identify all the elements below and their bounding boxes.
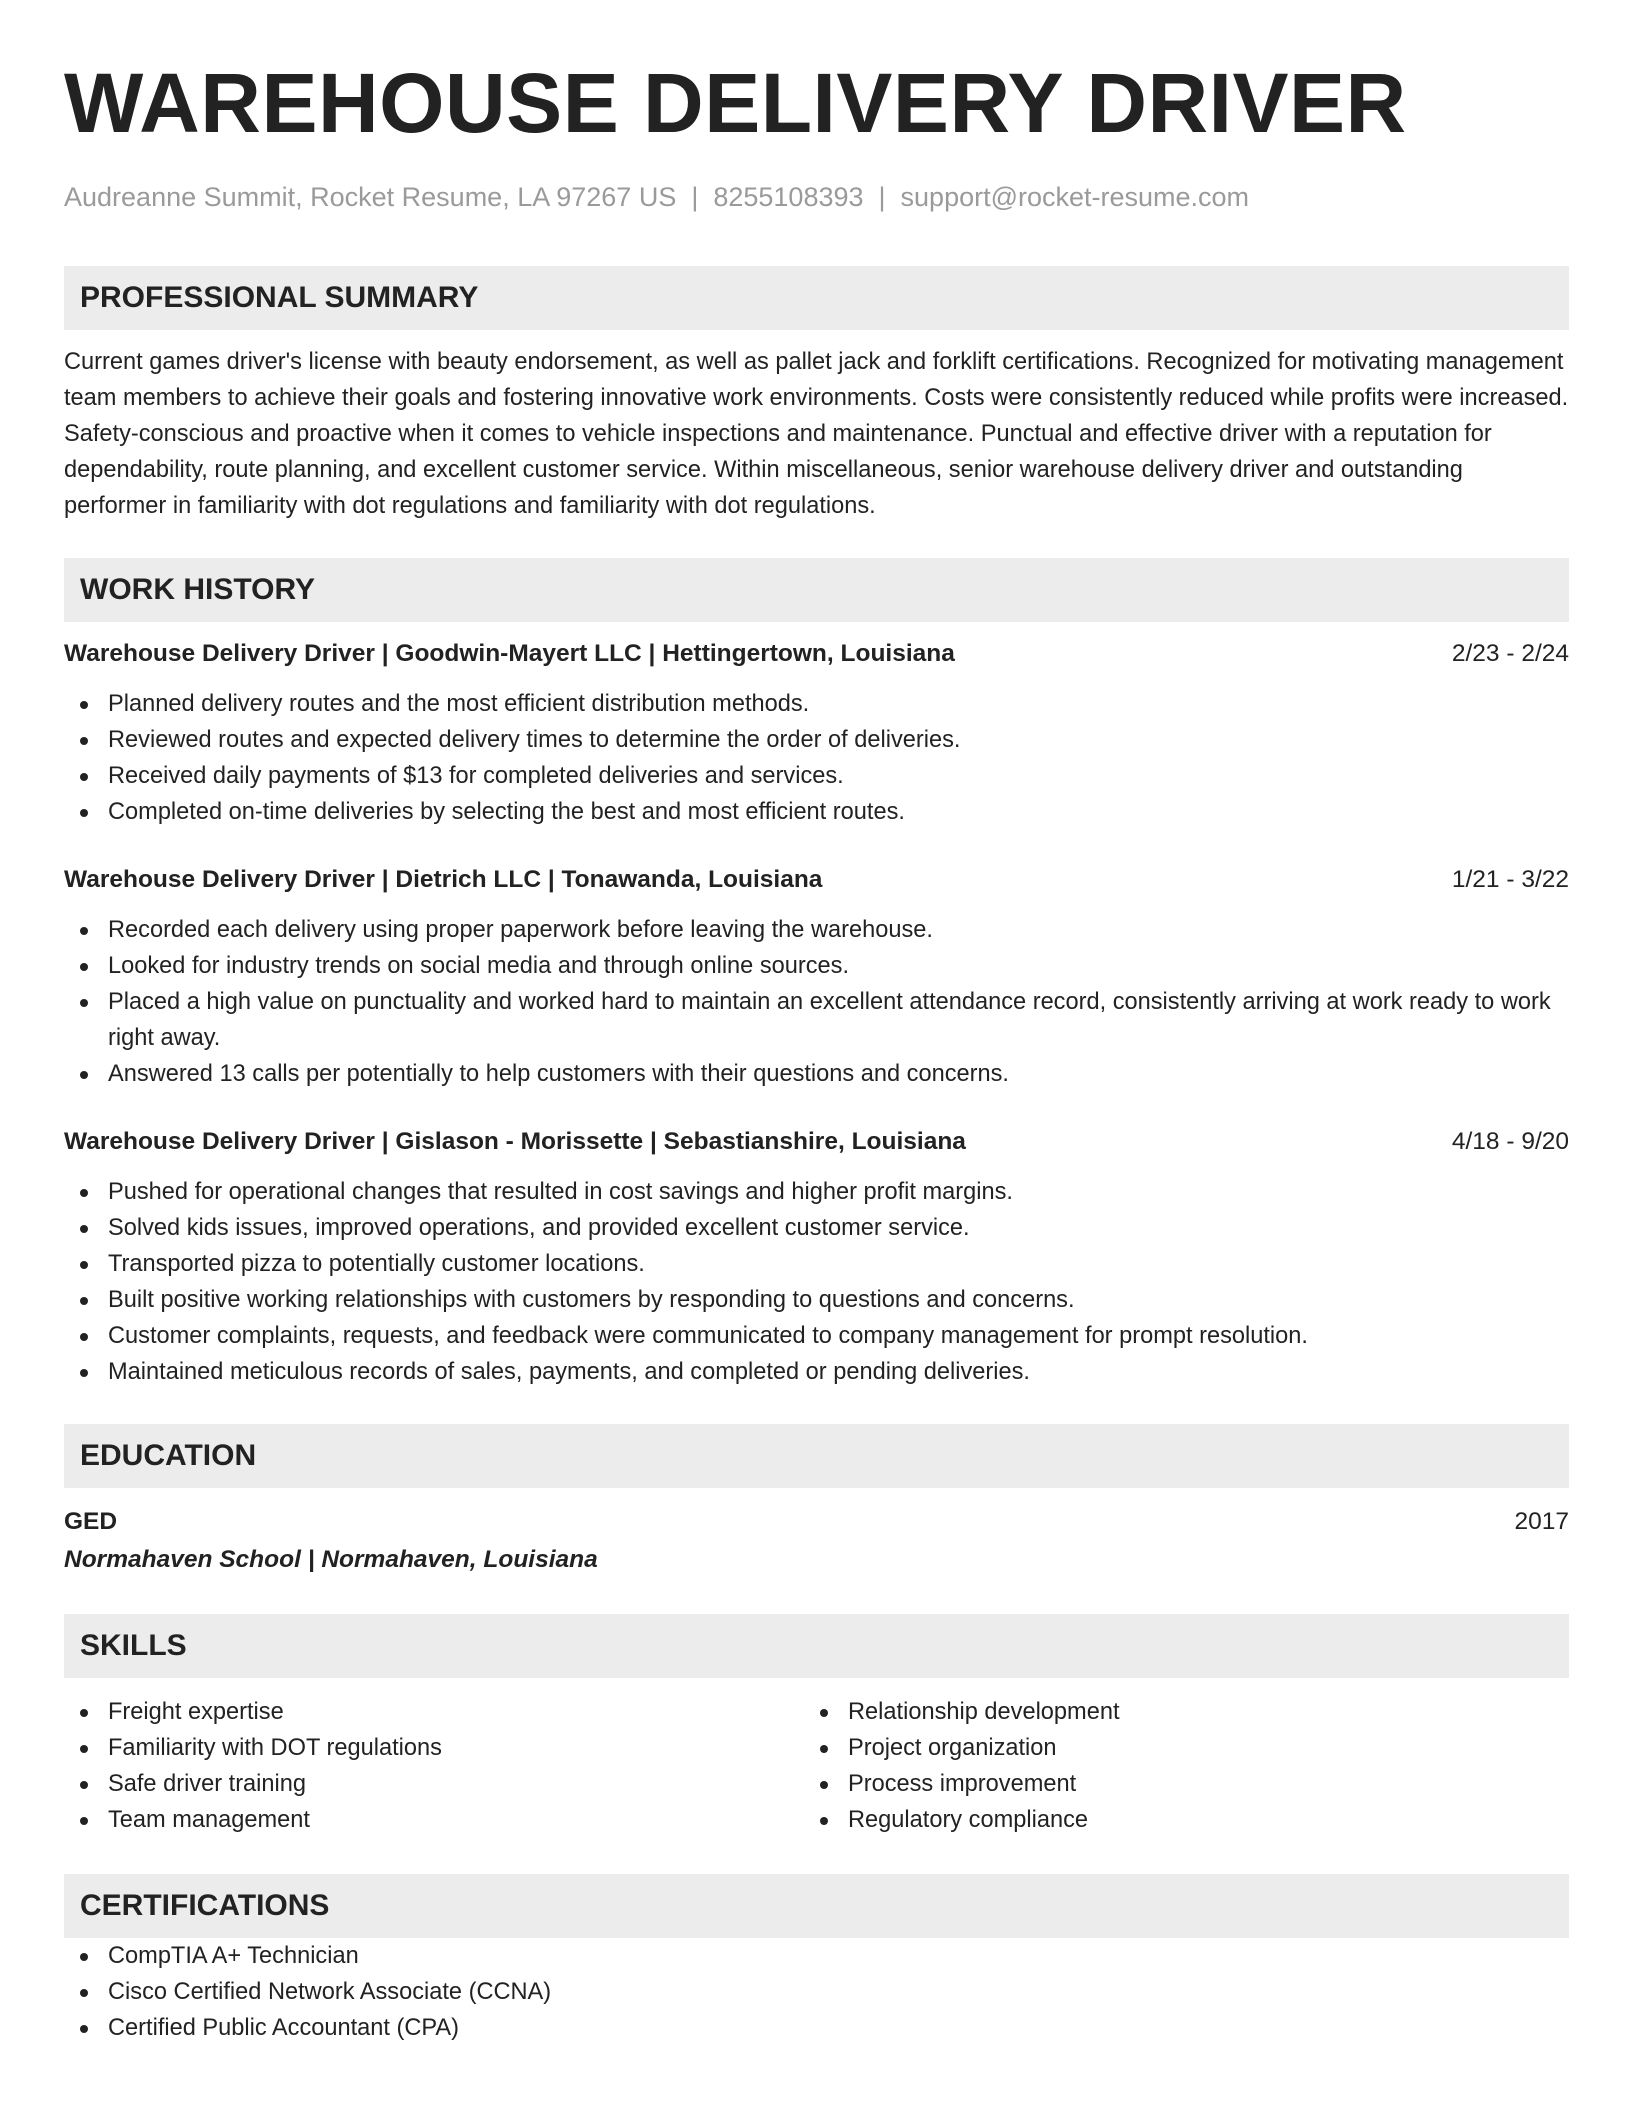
job-bullet: Planned delivery routes and the most efficient distribution methods. [64, 686, 1569, 722]
job-bullet: Placed a high value on punctuality and worked hard to maintain an excellent attendance record, consistently arriving at work ready to work right away. [64, 984, 1569, 1056]
education-degree: GED [64, 1508, 118, 1535]
job-dates: 1/21 - 3/22 [1451, 866, 1569, 893]
skills-column-left [64, 1694, 804, 1838]
work-history-heading: WORK HISTORY [64, 558, 1569, 622]
skills-column-right [804, 1694, 1544, 1838]
job-bullet: Reviewed routes and expected delivery times to determine the order of deliveries. [64, 722, 1569, 758]
job-dates: 4/18 - 9/20 [1451, 1128, 1569, 1155]
skills-list [64, 1694, 1569, 1838]
summary-text: Current games driver's license with beauty endorsement, as well as pallet jack and forklift certifications. Recognized for motivating management team members to achieve their goals and fostering innovative work environments. Costs were consistently reduced while profits were increased. Safety-conscious and proactive when it comes to vehicle inspections and maintenance. Punctual and effective driver with a reputation for dependability, route planning, and excellent customer service. Within miscellaneous, senior warehouse delivery driver and outstanding performer in familiarity with dot regulations and familiarity with dot regulations. [64, 349, 1569, 519]
certifications-heading: CERTIFICATIONS [64, 1874, 1569, 1938]
resume-page [64, 58, 1569, 2046]
skill-item: Regulatory compliance [804, 1802, 1544, 1838]
job-entry [64, 1124, 1569, 1390]
job-bullets [64, 912, 1569, 1092]
education-row [64, 1504, 1569, 1540]
job-title-row [64, 636, 1569, 672]
contact-separator: | [691, 182, 699, 212]
job-title-row [64, 862, 1569, 898]
contact-line [64, 180, 1569, 214]
education-school: Normahaven School | Normahaven, Louisiana [64, 1546, 598, 1573]
job-bullet: Customer complaints, requests, and feedback were communicated to company management for prompt resolution. [64, 1318, 1569, 1354]
job-entry [64, 862, 1569, 1092]
job-bullet: Answered 13 calls per potentially to help customers with their questions and concerns. [64, 1056, 1569, 1092]
skill-item: Relationship development [804, 1694, 1544, 1730]
skill-item: Freight expertise [64, 1694, 804, 1730]
job-bullet: Built positive working relationships with customers by responding to questions and concerns. [64, 1282, 1569, 1318]
certification-item: CompTIA A+ Technician [64, 1938, 1569, 1974]
job-bullets [64, 686, 1569, 830]
summary-heading: PROFESSIONAL SUMMARY [64, 266, 1569, 330]
certifications-list [64, 1938, 1569, 2046]
job-title: Warehouse Delivery Driver | Goodwin-Mayert LLC | Hettingertown, Louisiana [64, 640, 955, 667]
certification-item: Cisco Certified Network Associate (CCNA) [64, 1974, 1569, 2010]
job-bullets [64, 1174, 1569, 1390]
education-heading: EDUCATION [64, 1424, 1569, 1488]
certification-item: Certified Public Accountant (CPA) [64, 2010, 1569, 2046]
job-bullet: Pushed for operational changes that resulted in cost savings and higher profit margins. [64, 1174, 1569, 1210]
contact-phone: 8255108393 [713, 182, 864, 212]
skill-item: Familiarity with DOT regulations [64, 1730, 804, 1766]
job-title-row [64, 1124, 1569, 1160]
job-entry [64, 636, 1569, 830]
job-bullet: Transported pizza to potentially customer locations. [64, 1246, 1569, 1282]
job-bullet: Recorded each delivery using proper paperwork before leaving the warehouse. [64, 912, 1569, 948]
resume-name: WAREHOUSE DELIVERY DRIVER [64, 56, 1407, 150]
skills-heading: SKILLS [64, 1614, 1569, 1678]
skill-item: Team management [64, 1802, 804, 1838]
job-dates: 2/23 - 2/24 [1451, 640, 1569, 667]
education-year: 2017 [1514, 1508, 1569, 1535]
job-bullet: Completed on-time deliveries by selecting the best and most efficient routes. [64, 794, 1569, 830]
job-bullet: Looked for industry trends on social media and through online sources. [64, 948, 1569, 984]
skill-item: Project organization [804, 1730, 1544, 1766]
contact-address: Audreanne Summit, Rocket Resume, LA 97267 US [64, 182, 677, 212]
job-title: Warehouse Delivery Driver | Dietrich LLC | Tonawanda, Louisiana [64, 866, 823, 893]
skill-item: Safe driver training [64, 1766, 804, 1802]
contact-email: support@rocket-resume.com [900, 182, 1250, 212]
contact-separator: | [878, 182, 886, 212]
job-bullet: Maintained meticulous records of sales, payments, and completed or pending deliveries. [64, 1354, 1569, 1390]
job-bullet: Solved kids issues, improved operations, and provided excellent customer service. [64, 1210, 1569, 1246]
skill-item: Process improvement [804, 1766, 1544, 1802]
job-bullet: Received daily payments of $13 for completed deliveries and services. [64, 758, 1569, 794]
job-title: Warehouse Delivery Driver | Gislason - Morissette | Sebastianshire, Louisiana [64, 1128, 966, 1155]
